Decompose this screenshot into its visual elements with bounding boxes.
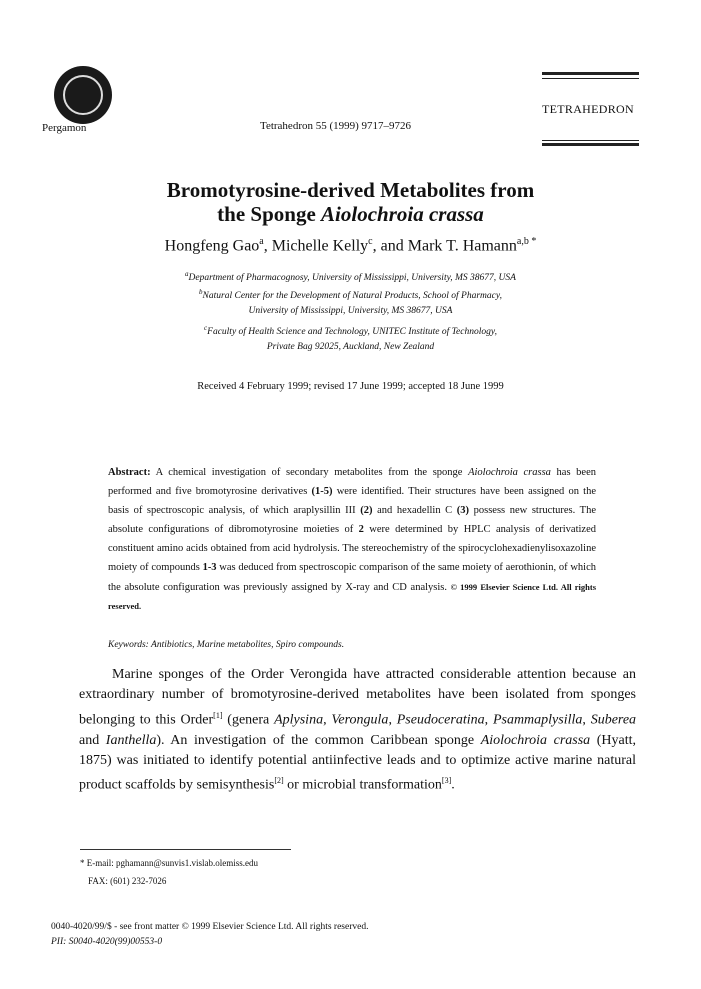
paper-title <box>0 178 701 226</box>
affiliation-b: $^b$Natural Center for the Development of Natural Products, School of Pharmacy, <box>199 288 502 302</box>
footnote-rule <box>80 849 291 850</box>
title-line-1: Bromotyrosine-derived Metabolites from <box>166 178 535 202</box>
footer-pii: PII: S0040-4020(99)00553-0 <box>51 937 163 947</box>
footnote <box>80 855 258 890</box>
abstract-label: Abstract: <box>108 467 151 478</box>
received-dates: Received 4 February 1999; revised 17 June 1999; accepted 18 June 1999 <box>197 381 504 392</box>
affiliation-c-cont: Private Bag 92025, Auckland, New Zealand <box>266 342 435 352</box>
keywords: Keywords: Antibiotics, Marine metabolites, Spiro compounds. <box>108 640 345 650</box>
logo-emblem-icon <box>63 75 103 115</box>
footnote-fax: FAX: (601) 232-7026 <box>88 875 167 886</box>
publisher-logo <box>54 66 112 124</box>
header-rule-top-thin <box>542 78 639 79</box>
author-gao: Hongfeng Gao <box>164 237 260 255</box>
header-rule-bottom <box>542 143 639 146</box>
abstract-copyright: © 1999 Elsevier Science Ltd. All rights reserved. <box>108 581 597 611</box>
page-footer <box>51 920 368 950</box>
header-rule-bottom-thin <box>542 140 639 141</box>
footnote-email: * E-mail: pghamann@sunvis1.vislab.olemiss.edu <box>80 858 259 868</box>
publisher-name: Pergamon <box>42 122 87 134</box>
author-kelly: Michelle Kelly <box>271 237 369 255</box>
journal-reference: Tetrahedron 55 (1999) 9717–9726 <box>260 120 412 132</box>
title-species: Aiolochroia crassa <box>321 202 484 226</box>
journal-name: TETRAHEDRON <box>542 102 634 116</box>
author-list: Hongfeng Gao$^a$, Michelle Kelly$^c$, and Mark T. Hamann$^{a,b *}$ <box>164 236 537 255</box>
abstract: Abstract: A chemical investigation of secondary metabolites from the sponge Aiolochroia crassa has been performed and five bromotyrosine derivatives (1-5) were identified. Their structures have been assigned on the basis of spectroscopic analysis, of which araplysillin III (2) and hexadellin C (3) possess new structures. The absolute configurations of dibromotyrosine moieties of 2 were determined by HPLC analysis of derivatized constituent amino acids obtained from acid hydrolysis. The stereochemistry of the spirocyclohexadienylisoxazoline moiety of compounds 1-3 was deduced from spectroscopic comparison of the same moiety of aerothionin, of which the absolute configuration was previously assigned by X-ray and CD analysis. © 1999 Elsevier Science Ltd. All rights reserved. <box>108 467 597 611</box>
affiliation-c: $^c$Faculty of Health Science and Technology, UNITEC Institute of Technology, <box>204 324 497 338</box>
footer-copyright: 0040-4020/99/$ - see front matter © 1999 Elsevier Science Ltd. All rights reserved. <box>51 922 369 932</box>
affiliation-a: $^a$Department of Pharmacognosy, University of Mississippi, University, MS 38677, USA <box>185 270 516 284</box>
body-paragraph: Marine sponges of the Order Verongida have attracted considerable attention because an extraordinary number of bromotyrosine-derived metabolites have been isolated from sponges belonging to this Order[1] (genera Aplysina, Verongula, Pseudoceratina, Psammaplysilla, Suberea and Ianthella). An investigation of the common Caribbean sponge Aiolochroia crassa (Hyatt, 1875) was initiated to identify potential antiinfective leads and to optimize active marine natural product scaffolds by semisynthesis[2] or microbial transformation[3]. <box>79 667 637 793</box>
author-hamann: Mark T. Hamann <box>407 237 517 255</box>
title-line-2: the Sponge Aiolochroia crassa <box>217 202 484 226</box>
header-rule-top <box>542 72 639 75</box>
affiliation-b-cont: University of Mississippi, University, MS 38677, USA <box>248 306 453 316</box>
